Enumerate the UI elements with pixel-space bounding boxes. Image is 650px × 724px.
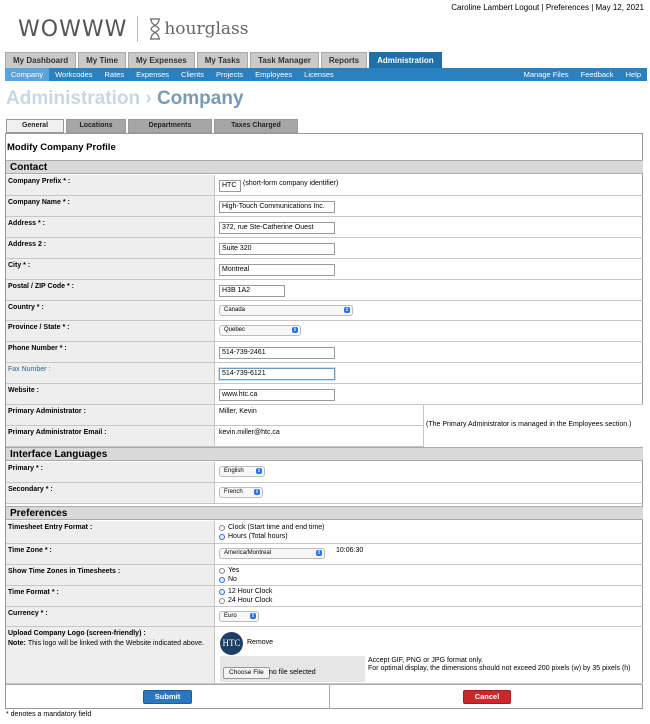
tab-my-expenses[interactable]: My Expenses — [128, 52, 195, 69]
radio-hours-label: Hours (Total hours) — [228, 533, 288, 540]
label-time-format: Time Format * : — [6, 586, 215, 606]
choose-file-button[interactable]: Choose File — [223, 667, 270, 679]
radio-button[interactable] — [219, 534, 225, 540]
row-company-logo — [6, 627, 643, 684]
address-input[interactable]: 372, rue Ste-Catherine Ouest — [219, 222, 335, 234]
row-address-2 — [6, 238, 643, 259]
label-show-time-zones: Show Time Zones in Timesheets : — [6, 565, 215, 585]
radio-12-hour-label: 12 Hour Clock — [228, 588, 273, 595]
chevron-down-icon: ⇕ — [254, 489, 260, 495]
radio-hours[interactable] — [219, 533, 288, 540]
label-primary-language: Primary * : — [6, 462, 215, 482]
note-label: Note: — [8, 640, 26, 647]
label-time-zone: Time Zone * : — [6, 544, 215, 564]
primary-language-value: English — [224, 468, 244, 474]
subnav-feedback[interactable]: Feedback — [580, 70, 614, 79]
label-secondary-language: Secondary * : — [6, 483, 215, 503]
province-select-value: Quebec — [224, 327, 246, 333]
logo-note: This logo will be linked with the Website indicated above. — [27, 640, 204, 647]
row-phone — [6, 342, 643, 363]
subnav-clients[interactable]: Clients — [181, 70, 204, 79]
section-contact: Contact — [6, 160, 643, 174]
tab-taxes-charged[interactable]: Taxes Charged — [214, 119, 298, 133]
no-file-selected: no file selected — [269, 669, 316, 676]
label-postal-code: Postal / ZIP Code * : — [6, 280, 215, 300]
label-address-2: Address 2 : — [6, 238, 215, 258]
secondary-language-select[interactable] — [219, 487, 263, 498]
tab-locations[interactable]: Locations — [66, 119, 126, 133]
currency-select[interactable] — [219, 611, 259, 622]
chevron-down-icon: ⇕ — [250, 613, 256, 619]
chevron-down-icon: ⇕ — [316, 550, 322, 556]
row-postal-code — [6, 280, 643, 301]
divider — [329, 685, 330, 709]
row-primary-language — [6, 462, 643, 483]
currency-value: Euro — [224, 613, 237, 619]
current-date: May 12, 2021 — [595, 3, 644, 12]
upload-info-dimensions: For optimal display, the dimensions should not exceed 200 pixels (w) by 35 pixels (h) — [368, 665, 631, 672]
fax-input[interactable]: 514-739-6121 — [219, 368, 335, 380]
chevron-down-icon: ⇕ — [256, 468, 262, 474]
section-tabs — [6, 119, 298, 133]
row-time-zone — [6, 544, 643, 565]
preferences-link[interactable]: Preferences — [545, 3, 589, 12]
row-time-format — [6, 586, 643, 607]
chevron-down-icon: ⇕ — [344, 307, 350, 313]
subnav-licenses[interactable]: Licenses — [304, 70, 334, 79]
subnav-manage-files[interactable]: Manage Files — [523, 70, 569, 79]
subnav-rates[interactable]: Rates — [104, 70, 125, 79]
form-heading: Modify Company Profile — [7, 142, 116, 153]
subnav-employees[interactable]: Employees — [255, 70, 293, 79]
country-select[interactable] — [219, 305, 353, 316]
label-city: City * : — [6, 259, 215, 279]
primary-admin-value: Miller, Kevin — [219, 408, 257, 415]
subnav-expenses[interactable]: Expenses — [136, 70, 170, 79]
row-company-prefix — [6, 175, 643, 196]
remove-logo-link[interactable]: Remove — [247, 639, 274, 646]
row-address — [6, 217, 643, 238]
hourglass-logo-text: hourglass — [164, 19, 249, 39]
tab-administration[interactable]: Administration — [369, 52, 441, 69]
current-time: 10:06:30 — [336, 547, 364, 554]
separator: | — [591, 3, 594, 12]
submit-button[interactable]: Submit — [143, 690, 192, 704]
label-province: Province / State * : — [6, 321, 215, 341]
page-title-section: Administration — [6, 88, 141, 109]
file-upload-area — [220, 656, 365, 682]
company-logo-image: HTC — [220, 632, 243, 655]
radio-button[interactable] — [219, 525, 225, 531]
row-fax — [6, 363, 643, 384]
country-select-value: Canada — [224, 307, 246, 313]
primary-language-select[interactable] — [219, 466, 265, 477]
postal-code-input[interactable]: H3B 1A2 — [219, 285, 285, 297]
sub-nav — [5, 68, 647, 81]
brand-logo-text: WOWWW — [18, 16, 128, 42]
row-company-name — [6, 196, 643, 217]
time-zone-select[interactable] — [219, 548, 325, 559]
label-country: Country * : — [6, 301, 215, 320]
label-address: Address * : — [6, 217, 215, 237]
company-prefix-input[interactable]: HTC — [219, 180, 241, 192]
label-company-prefix: Company Prefix * : — [6, 175, 215, 195]
time-zone-value: America/Montreal — [224, 550, 272, 556]
radio-24-hour[interactable] — [219, 597, 272, 604]
subnav-workcodes[interactable]: Workcodes — [55, 70, 93, 79]
tab-my-dashboard[interactable]: My Dashboard — [5, 52, 76, 69]
hourglass-icon — [148, 18, 162, 40]
company-name-input[interactable]: High-Touch Communications Inc. — [219, 201, 335, 213]
admin-note: (The Primary Administrator is managed in the Employees section.) — [426, 421, 632, 428]
logout-link[interactable]: Logout — [514, 3, 540, 12]
user-links — [451, 3, 644, 12]
tab-my-time[interactable]: My Time — [78, 52, 126, 69]
cancel-button[interactable]: Cancel — [463, 690, 511, 704]
tab-task-manager[interactable]: Task Manager — [250, 52, 319, 69]
row-website — [6, 384, 643, 405]
radio-24-hour-label: 24 Hour Clock — [228, 597, 273, 604]
radio-yes[interactable] — [219, 567, 239, 574]
radio-button[interactable] — [219, 577, 225, 583]
label-currency: Currency * : — [6, 607, 215, 626]
label-phone: Phone Number * : — [6, 342, 215, 362]
user-name: Caroline Lambert — [451, 3, 513, 12]
label-timesheet-format: Timesheet Entry Format : — [6, 521, 215, 543]
row-province — [6, 321, 643, 342]
secondary-language-value: French — [224, 489, 243, 495]
phone-input[interactable]: 514-739-2461 — [219, 347, 335, 359]
page-title — [6, 88, 244, 110]
section-preferences: Preferences — [6, 506, 643, 520]
chevron-down-icon: ⇕ — [292, 327, 298, 333]
separator: | — [541, 3, 544, 12]
hourglass-logo — [148, 18, 248, 40]
breadcrumb-arrow-icon: › — [145, 88, 152, 109]
main-tabs — [5, 52, 442, 69]
row-country — [6, 301, 643, 321]
label-primary-admin: Primary Administrator : — [6, 405, 215, 425]
website-input[interactable]: www.htc.ca — [219, 389, 335, 401]
label-company-logo-text: Upload Company Logo (screen-friendly) : — [8, 630, 146, 637]
page-title-current: Company — [156, 88, 244, 109]
radio-button[interactable] — [219, 598, 225, 604]
radio-no-label: No — [228, 576, 237, 583]
upload-info-format: Accept GIF, PNG or JPG format only. — [368, 657, 484, 664]
row-show-time-zones — [6, 565, 643, 586]
label-primary-admin-email: Primary Administrator Email : — [6, 426, 215, 446]
radio-no[interactable] — [219, 576, 237, 583]
city-input[interactable]: Montreal — [219, 264, 335, 276]
label-company-name: Company Name * : — [6, 196, 215, 216]
radio-clock-label: Clock (Start time and end time) — [228, 524, 325, 531]
form-buttons — [6, 684, 643, 709]
logo-divider — [137, 16, 138, 42]
tab-general[interactable]: General — [6, 119, 64, 133]
mandatory-footnote: * denotes a mandatory field — [6, 711, 92, 718]
subnav-help[interactable]: Help — [625, 70, 641, 79]
row-currency — [6, 607, 643, 627]
tab-my-tasks[interactable]: My Tasks — [197, 52, 248, 69]
tab-departments[interactable]: Departments — [128, 119, 212, 133]
label-website: Website : — [6, 384, 215, 404]
province-select[interactable] — [219, 325, 301, 336]
admin-note-cell — [423, 405, 643, 447]
address-2-input[interactable]: Suite 320 — [219, 243, 335, 255]
radio-button[interactable] — [219, 568, 225, 574]
row-city — [6, 259, 643, 280]
section-languages: Interface Languages — [6, 447, 643, 461]
subnav-projects[interactable]: Projects — [215, 70, 244, 79]
radio-clock[interactable] — [219, 524, 324, 531]
label-fax: Fax Number : — [6, 363, 215, 383]
label-company-logo — [6, 627, 215, 683]
tab-reports[interactable]: Reports — [321, 52, 367, 69]
radio-yes-label: Yes — [228, 567, 240, 574]
row-timesheet-format — [6, 521, 643, 544]
primary-admin-email-value: kevin.miller@htc.ca — [219, 429, 280, 436]
radio-button[interactable] — [219, 589, 225, 595]
subnav-company[interactable]: Company — [5, 68, 49, 81]
row-secondary-language — [6, 483, 643, 504]
logo — [18, 14, 249, 44]
radio-12-hour[interactable] — [219, 588, 272, 595]
company-prefix-hint: (short-form company identifier) — [243, 180, 339, 187]
upload-info — [368, 657, 640, 673]
